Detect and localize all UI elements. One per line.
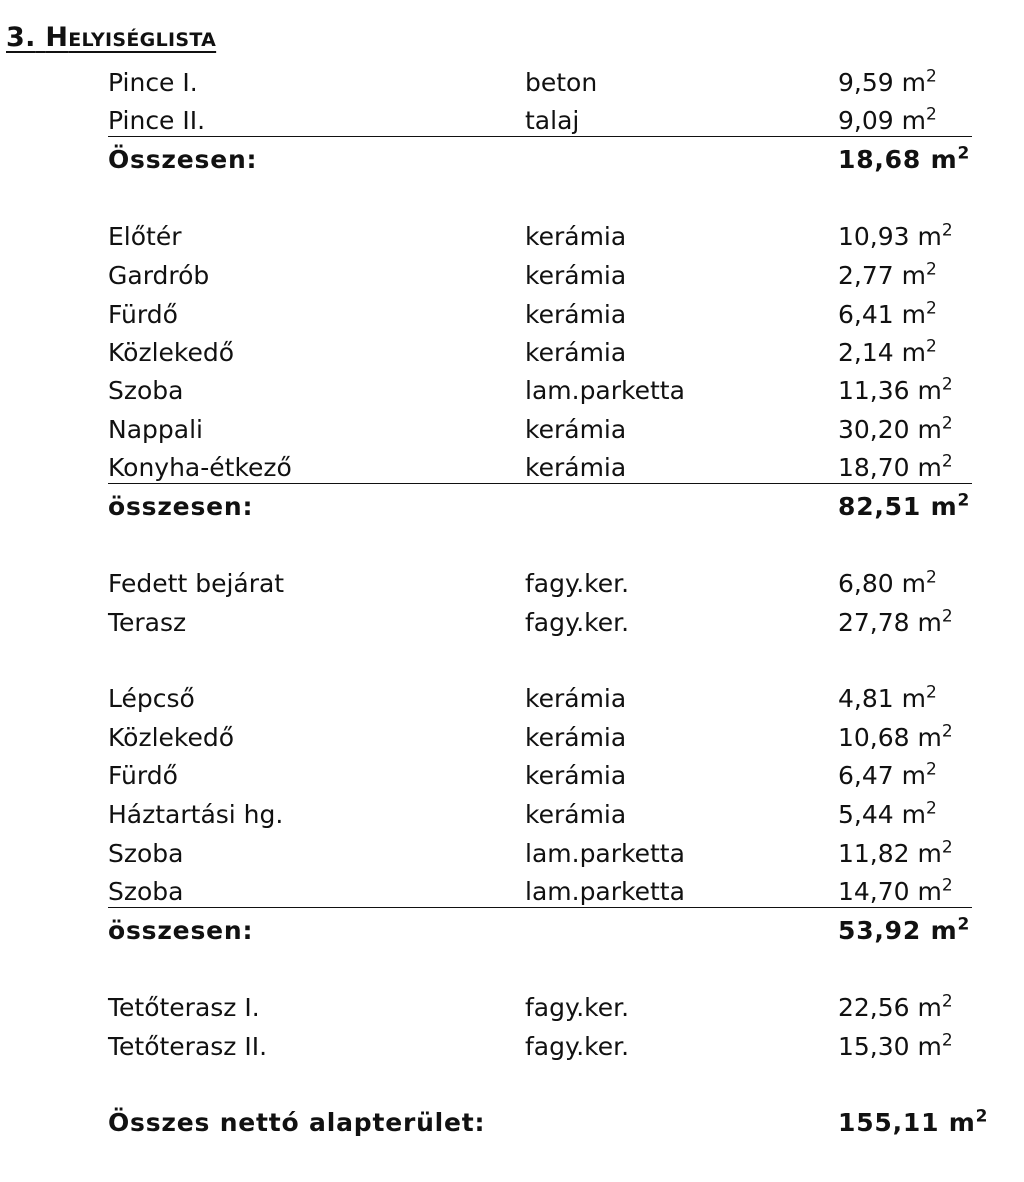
room-name: Gardrób [108,261,210,290]
floor-material: kerámia [525,222,627,251]
subtotal-label: Összesen: [108,145,258,174]
subtotal-label: összesen: [108,492,254,521]
subtotal-area: 82,51 $m^2$ [838,490,971,521]
room-area: 6,41 $m^2$ [838,298,937,329]
room-row [108,102,972,140]
room-name: Előtér [108,222,182,251]
room-row [108,218,972,256]
room-row [108,334,972,372]
room-row [108,1028,972,1066]
room-area: 27,78 $m^2$ [838,606,953,637]
room-name: Fürdő [108,761,178,790]
floor-material: kerámia [525,300,627,329]
room-area: 2,77 $m^2$ [838,259,937,290]
room-name: Konyha-étkező [108,453,292,482]
subtotal-rule [108,136,972,137]
room-name: Közlekedő [108,723,235,752]
room-name: Szoba [108,376,184,405]
room-area: 4,81 $m^2$ [838,682,937,713]
floor-material: fagy.ker. [525,608,630,637]
room-name: Háztartási hg. [108,800,284,829]
room-area: 9,09 $m^2$ [838,104,937,135]
room-row [108,565,972,603]
room-row [108,989,972,1027]
room-area: 10,93 $m^2$ [838,220,953,251]
floor-material: kerámia [525,415,627,444]
room-row [108,296,972,334]
subtotal-row [108,141,972,179]
room-row [108,873,972,911]
floor-material: lam.parketta [525,376,685,405]
grand-total-label: Összes nettó alapterület: [108,1108,486,1137]
section-heading: 3. Helyiséglista [6,22,217,53]
room-name: Tetőterasz II. [108,1032,268,1061]
room-area: 9,59 $m^2$ [838,66,937,97]
floor-material: kerámia [525,761,627,790]
floor-material: lam.parketta [525,877,685,906]
room-area: 6,80 $m^2$ [838,567,937,598]
room-name: Tetőterasz I. [108,993,260,1022]
subtotal-area: 53,92 $m^2$ [838,914,971,945]
room-name: Lépcső [108,684,195,713]
room-row [108,757,972,795]
room-area: 11,36 $m^2$ [838,374,953,405]
room-name: Közlekedő [108,338,235,367]
subtotal-rule [108,907,972,908]
floor-material: kerámia [525,338,627,367]
floor-material: fagy.ker. [525,569,630,598]
room-row [108,64,972,102]
room-row [108,411,972,449]
subtotal-area: 18,68 $m^2$ [838,143,971,174]
subtotal-row [108,488,972,526]
room-row [108,449,972,487]
floor-material: kerámia [525,723,627,752]
room-name: Pince I. [108,68,198,97]
room-area: 22,56 $m^2$ [838,991,953,1022]
subtotal-row [108,912,972,950]
room-row [108,372,972,410]
grand-total-area: 155,11 $m^2$ [838,1106,989,1137]
room-name: Szoba [108,839,184,868]
room-area: 15,30 $m^2$ [838,1030,953,1061]
room-name: Szoba [108,877,184,906]
room-area: 6,47 $m^2$ [838,759,937,790]
room-row [108,796,972,834]
room-area: 10,68 $m^2$ [838,721,953,752]
room-row [108,680,972,718]
room-name: Pince II. [108,106,206,135]
floor-material: fagy.ker. [525,993,630,1022]
grand-total-row [108,1104,989,1142]
floor-material: lam.parketta [525,839,685,868]
floor-material: fagy.ker. [525,1032,630,1061]
room-area: 18,70 $m^2$ [838,451,953,482]
room-name: Terasz [108,608,187,637]
subtotal-label: összesen: [108,916,254,945]
room-row [108,604,972,642]
floor-material: kerámia [525,684,627,713]
floor-material: kerámia [525,261,627,290]
subtotal-rule [108,483,972,484]
room-name: Nappali [108,415,203,444]
floor-material: beton [525,68,598,97]
floor-material: kerámia [525,800,627,829]
floor-material: talaj [525,106,580,135]
room-row [108,719,972,757]
room-row [108,835,972,873]
room-area: 2,14 $m^2$ [838,336,937,367]
room-area: 11,82 $m^2$ [838,837,953,868]
room-area: 14,70 $m^2$ [838,875,953,906]
room-area: 5,44 $m^2$ [838,798,937,829]
room-name: Fedett bejárat [108,569,285,598]
floor-material: kerámia [525,453,627,482]
room-area: 30,20 $m^2$ [838,413,953,444]
room-name: Fürdő [108,300,178,329]
room-row [108,257,972,295]
